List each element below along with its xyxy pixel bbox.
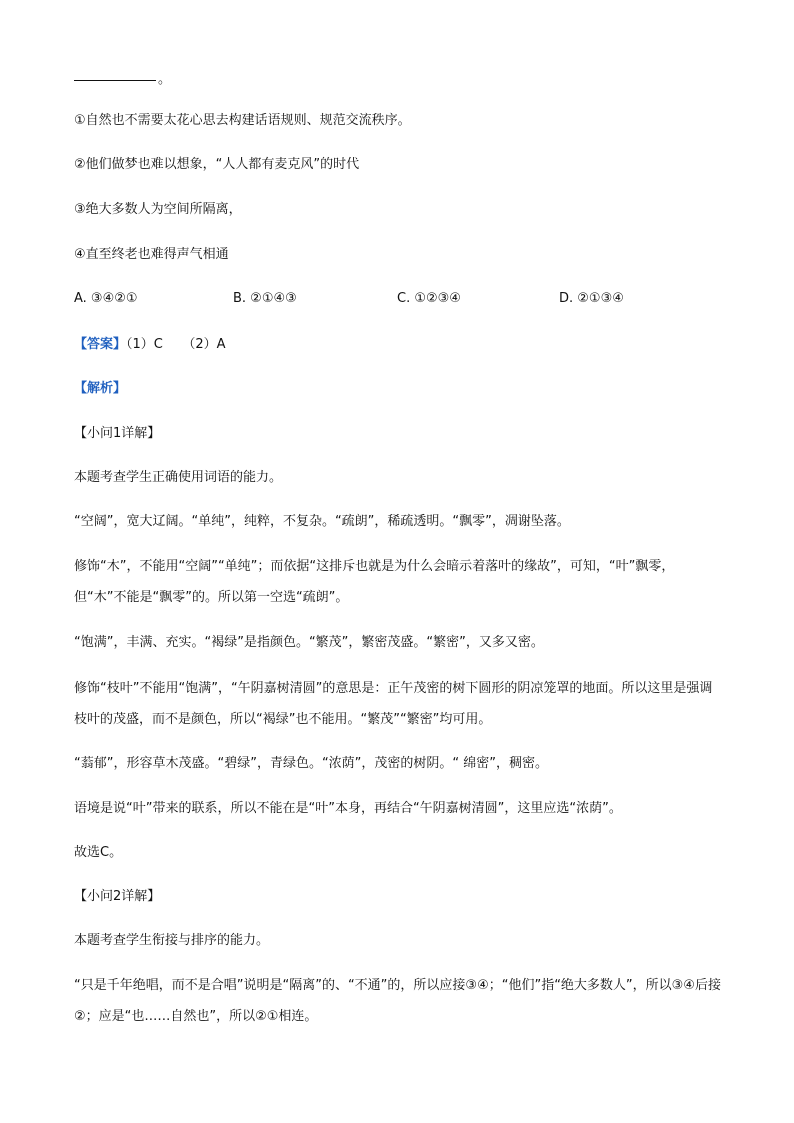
- option-a: A. ③④②①: [74, 291, 138, 306]
- sentence-item-4: ④直至终老也难得声气相通: [74, 247, 229, 262]
- sentence-item-2: ②他们做梦也难以想象，“人人都有麦克风”的时代: [74, 157, 360, 172]
- question-2-analysis: “只是千年绝唱，而不是合唱”说明是“隔离”的、“不通”的，所以应接③④；“他们”指“绝大多数人”，所以③④后接②；应是“也……自然也”，所以②①相连。: [74, 978, 721, 1024]
- answer-label: 【答案】: [74, 337, 127, 352]
- sentence-item-1: ①自然也不需要太花心思去构建话语规则、规范交流秩序。: [74, 113, 411, 128]
- answer-row: [74, 336, 226, 354]
- answer-blank: [74, 80, 156, 81]
- word-definition-line-3: “蓊郁”，形容草木茂盛。“碧绿”，青绿色。“浓荫”，茂密的树阴。“ 绵密”，稠密。: [74, 756, 549, 771]
- option-d: D. ②①③④: [559, 291, 624, 306]
- option-c: C. ①②③④: [397, 291, 461, 306]
- blank-period: 。: [158, 72, 172, 87]
- question-2-heading: 【小问2详解】: [74, 889, 161, 904]
- answer-text: （1）C （2）A: [126, 337, 226, 352]
- analysis-paragraph-2: 修饰“枝叶”不能用“饱满”，“午阴嘉树清圆”的意思是：正午茂密的树下圆形的阴凉笼罩的地面。所以这里是强调枝叶的茂盛，而不是颜色，所以“褐绿”也不能用。“繁茂”“繁密”均可用。: [74, 681, 713, 727]
- analysis-paragraph-1: 修饰“木”，不能用“空阔”“单纯”；而依据“这排斥也就是为什么会暗示着落叶的缘故”，可知，“叶”飘零，但“木”不能是“飘零”的。所以第一空选“疏朗”。: [74, 559, 675, 605]
- word-definition-line-1: “空阔”，宽大辽阔。“单纯”，纯粹，不复杂。“疏朗”，稀疏透明。“飘零”，凋谢坠落。: [74, 514, 570, 529]
- question-1-heading: 【小问1详解】: [74, 426, 161, 441]
- analysis-heading: 【解析】: [74, 381, 127, 396]
- analysis-paragraph-3: 语境是说“叶”带来的联系，所以不能在是“叶”本身，再结合“午阴嘉树清圆”，这里应选“浓荫”。: [74, 801, 622, 816]
- question-1-intro: 本题考查学生正确使用词语的能力。: [74, 470, 283, 485]
- option-b: B. ②①④③: [233, 291, 297, 306]
- sentence-item-3: ③绝大多数人为空间所隔离，: [74, 202, 242, 217]
- question-2-intro: 本题考查学生衔接与排序的能力。: [74, 933, 270, 948]
- question-1-conclusion: 故选C。: [74, 845, 123, 860]
- word-definition-line-2: “饱满”，丰满、充实。“褐绿”是指颜色。“繁茂”，繁密茂盛。“繁密”，又多又密。: [74, 635, 544, 650]
